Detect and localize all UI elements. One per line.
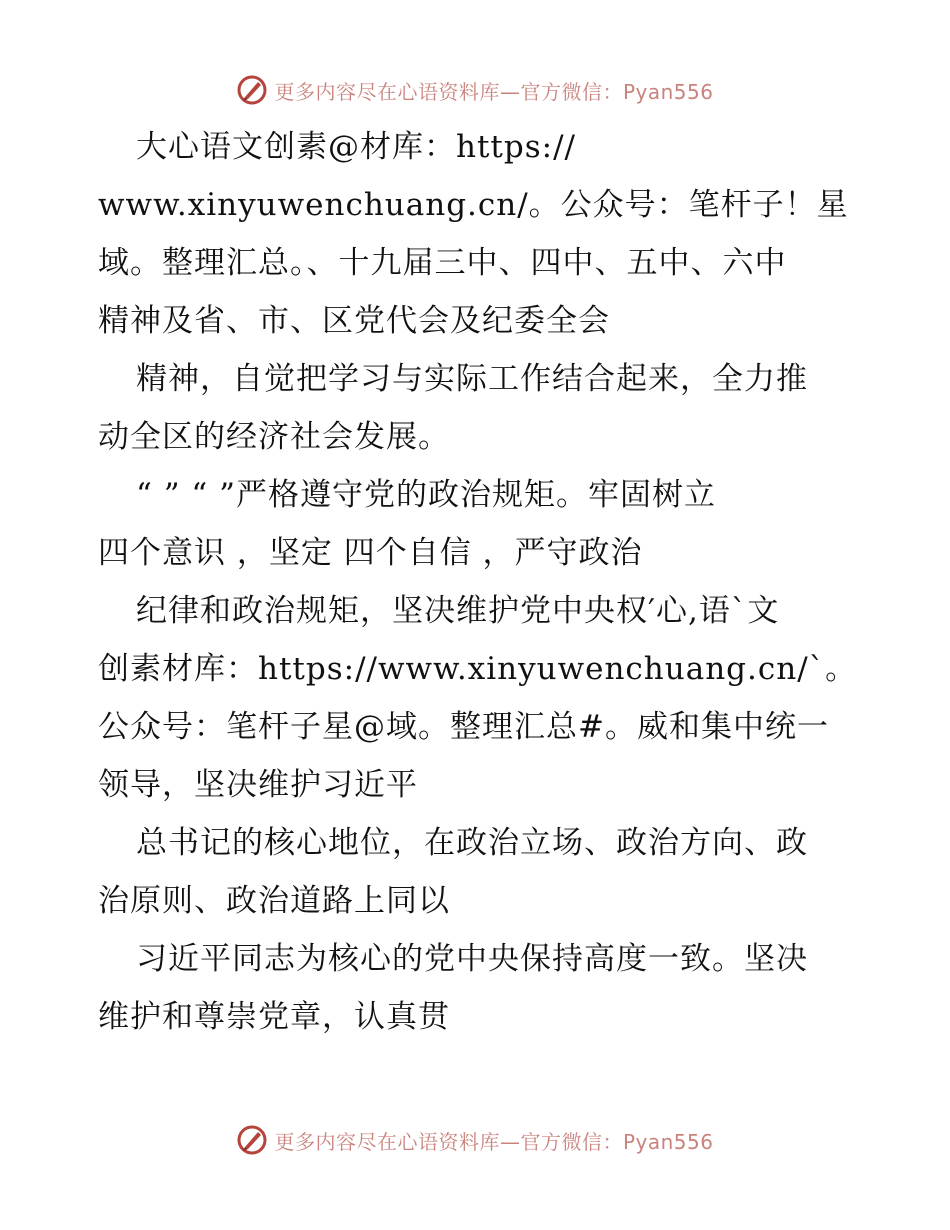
text-line: 创素材库：https://www.xinyuwenchuang.cn/`。 [98,651,858,687]
text-line: 精神及省、市、区党代会及纪委全会 [98,303,610,339]
footer-banner-text: 更多内容尽在心语资料库—官方微信：Pyan556 [274,1129,714,1154]
text-line: www.xinyuwenchuang.cn/。公众号：笔杆子！星 [98,187,849,223]
text-line: 动全区的经济社会发展。 [98,419,450,455]
document-body [98,118,858,1046]
text-line: 域。整理汇总。、十九届三中、四中、五中、六中 [98,245,787,281]
text-line: 治原则、政治道路上同以 [98,883,450,919]
text-line: 纪律和政治规矩，坚决维护党中央权′心,语`文 [136,593,780,629]
text-line: 领导，坚决维护习近平 [98,767,418,803]
text-line: 公众号：笔杆子星@域。整理汇总#。威和集中统一 [98,709,829,745]
header-banner-text: 更多内容尽在心语资料库—官方微信：Pyan556 [274,79,714,104]
text-line: 四个意识 ，坚定 四个自信 ，严守政治 [98,535,643,571]
text-line: 总书记的核心地位，在政治立场、政治方向、政 [136,825,808,861]
pen-logo-icon [236,1124,268,1156]
footer-watermark-banner [0,1120,950,1160]
text-line: “ ” “ ”严格遵守党的政治规矩。牢固树立 [136,477,716,513]
text-line: 习近平同志为核心的党中央保持高度一致。坚决 [136,941,808,977]
text-line: 大心语文创素@材库：https:// [136,129,576,165]
pen-logo-icon [236,74,268,106]
text-line: 精神，自觉把学习与实际工作结合起来，全力推 [136,361,808,397]
header-watermark-banner [0,70,950,110]
text-line: 维护和尊崇党章，认真贯 [98,999,450,1035]
